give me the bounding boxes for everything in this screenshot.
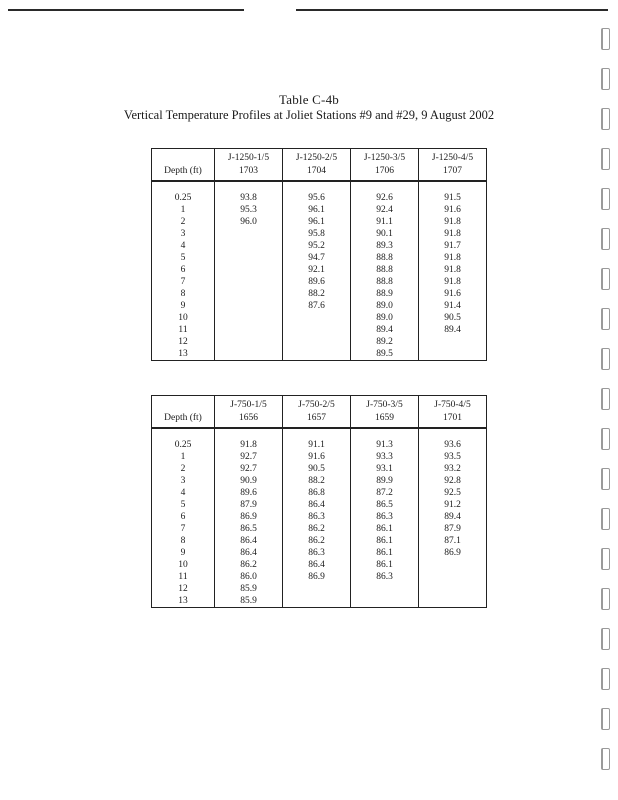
top-rule-left — [8, 9, 244, 11]
temperature-cell: 90.5 — [419, 312, 487, 324]
station-time: 1703 — [239, 165, 258, 176]
temperature-cell: 92.1 — [283, 264, 351, 276]
table-row — [152, 204, 487, 216]
temperature-cell: 86.4 — [283, 499, 351, 511]
spacer-cell — [152, 428, 215, 439]
binder-mark — [601, 188, 610, 210]
temperature-cell — [283, 336, 351, 348]
table-row — [152, 252, 487, 264]
depth-cell: 7 — [152, 276, 215, 288]
temperature-cell — [215, 276, 283, 288]
temperature-cell: 87.9 — [419, 523, 487, 535]
depth-cell: 12 — [152, 336, 215, 348]
temperature-cell: 91.6 — [283, 451, 351, 463]
binder-mark — [601, 668, 610, 690]
temperature-cell: 90.9 — [215, 475, 283, 487]
temperature-cell: 93.2 — [419, 463, 487, 475]
binder-mark — [601, 28, 610, 50]
temperature-cell — [419, 348, 487, 361]
station-column-header — [419, 396, 487, 429]
depth-cell: 1 — [152, 204, 215, 216]
temperature-cell: 91.1 — [351, 216, 419, 228]
table-row — [152, 312, 487, 324]
temperature-cell — [215, 348, 283, 361]
depth-cell: 9 — [152, 300, 215, 312]
spacer-cell — [215, 428, 283, 439]
station-column-header — [283, 396, 351, 429]
binder-mark — [601, 548, 610, 570]
station-column-header — [215, 149, 283, 182]
depth-column-header: Depth (ft) — [152, 149, 215, 182]
temperature-cell: 92.6 — [351, 192, 419, 204]
temperature-cell: 85.9 — [215, 595, 283, 608]
station-time: 1704 — [307, 165, 326, 176]
temperature-cell: 88.2 — [283, 288, 351, 300]
temperature-cell: 86.4 — [215, 547, 283, 559]
table-row — [152, 276, 487, 288]
temperature-cell — [215, 336, 283, 348]
temperature-cell: 95.6 — [283, 192, 351, 204]
temperature-cell: 89.9 — [351, 475, 419, 487]
temperature-cell: 89.6 — [283, 276, 351, 288]
binder-mark — [601, 588, 610, 610]
temperature-cell: 87.1 — [419, 535, 487, 547]
depth-cell: 13 — [152, 348, 215, 361]
temperature-cell: 96.0 — [215, 216, 283, 228]
temperature-cell: 89.0 — [351, 300, 419, 312]
temperature-cell: 93.1 — [351, 463, 419, 475]
temperature-cell: 86.9 — [419, 547, 487, 559]
temperature-cell — [351, 583, 419, 595]
spacer-cell — [283, 428, 351, 439]
temperature-cell: 91.6 — [419, 204, 487, 216]
temperature-cell: 86.3 — [283, 547, 351, 559]
table-row — [152, 511, 487, 523]
temperature-cell — [419, 583, 487, 595]
table-row — [152, 463, 487, 475]
temperature-cell: 91.8 — [419, 216, 487, 228]
station-time: 1656 — [239, 412, 258, 423]
binder-mark — [601, 348, 610, 370]
temperature-cell: 86.1 — [351, 535, 419, 547]
station-column-header — [283, 149, 351, 182]
temperature-cell: 89.3 — [351, 240, 419, 252]
temperature-table-station-29 — [151, 395, 487, 608]
binder-mark — [601, 508, 610, 530]
table-row — [152, 475, 487, 487]
temperature-cell: 91.8 — [215, 439, 283, 451]
temperature-cell: 91.1 — [283, 439, 351, 451]
spacer-cell — [351, 428, 419, 439]
station-time: 1701 — [443, 412, 462, 423]
depth-cell: 6 — [152, 264, 215, 276]
temperature-cell: 85.9 — [215, 583, 283, 595]
depth-cell: 8 — [152, 288, 215, 300]
temperature-cell: 87.2 — [351, 487, 419, 499]
temperature-cell: 92.5 — [419, 487, 487, 499]
binder-mark — [601, 708, 610, 730]
temperature-cell: 96.1 — [283, 216, 351, 228]
temperature-cell: 86.9 — [283, 571, 351, 583]
spacer-cell — [419, 181, 487, 192]
depth-cell: 12 — [152, 583, 215, 595]
header-row — [152, 396, 487, 429]
temperature-cell — [419, 559, 487, 571]
station-column-header — [351, 149, 419, 182]
station-time: 1659 — [375, 412, 394, 423]
top-rule-right — [296, 9, 608, 11]
station-time: 1707 — [443, 165, 462, 176]
station-time: 1657 — [307, 412, 326, 423]
header-row — [152, 149, 487, 182]
temperature-cell: 86.9 — [215, 511, 283, 523]
depth-cell: 5 — [152, 252, 215, 264]
binder-mark — [601, 428, 610, 450]
depth-cell: 7 — [152, 523, 215, 535]
temperature-cell: 86.4 — [215, 535, 283, 547]
temperature-cell — [215, 288, 283, 300]
temperature-cell: 86.0 — [215, 571, 283, 583]
table-row — [152, 535, 487, 547]
depth-column-header: Depth (ft) — [152, 396, 215, 429]
temperature-cell: 87.9 — [215, 499, 283, 511]
table-row — [152, 240, 487, 252]
temperature-cell: 86.8 — [283, 487, 351, 499]
table-row — [152, 348, 487, 361]
temperature-cell — [215, 252, 283, 264]
table-row — [152, 192, 487, 204]
table-row — [152, 571, 487, 583]
temperature-cell: 91.8 — [419, 276, 487, 288]
depth-cell: 4 — [152, 240, 215, 252]
temperature-cell: 91.3 — [351, 439, 419, 451]
temperature-cell: 88.9 — [351, 288, 419, 300]
binder-mark — [601, 308, 610, 330]
depth-cell: 3 — [152, 228, 215, 240]
temperature-cell: 86.2 — [283, 523, 351, 535]
depth-cell: 2 — [152, 463, 215, 475]
table-row — [152, 228, 487, 240]
binder-mark — [601, 628, 610, 650]
station-id: J-1250-1/5 — [227, 152, 270, 163]
temperature-cell: 89.6 — [215, 487, 283, 499]
temperature-cell: 91.8 — [419, 228, 487, 240]
station-time: 1706 — [375, 165, 394, 176]
temperature-cell: 91.2 — [419, 499, 487, 511]
temperature-cell: 93.5 — [419, 451, 487, 463]
temperature-cell: 93.8 — [215, 192, 283, 204]
temperature-cell: 92.8 — [419, 475, 487, 487]
temperature-cell — [215, 240, 283, 252]
temperature-cell: 86.3 — [351, 571, 419, 583]
binder-mark — [601, 748, 610, 770]
temperature-cell: 86.4 — [283, 559, 351, 571]
table-row — [152, 583, 487, 595]
table-row — [152, 439, 487, 451]
temperature-cell: 86.1 — [351, 547, 419, 559]
table-row — [152, 288, 487, 300]
depth-cell: 6 — [152, 511, 215, 523]
temperature-cell — [283, 583, 351, 595]
depth-cell: 0.25 — [152, 192, 215, 204]
temperature-cell — [215, 300, 283, 312]
station-id: J-750-1/5 — [230, 399, 267, 410]
temperature-cell — [419, 595, 487, 608]
temperature-cell — [419, 571, 487, 583]
station-id: J-1250-4/5 — [431, 152, 474, 163]
table-title: Table C-4b — [279, 92, 339, 107]
temperature-cell: 87.6 — [283, 300, 351, 312]
temperature-cell: 91.6 — [419, 288, 487, 300]
temperature-cell: 86.3 — [283, 511, 351, 523]
station-id: J-1250-3/5 — [363, 152, 406, 163]
station-column-header — [419, 149, 487, 182]
depth-cell: 3 — [152, 475, 215, 487]
table-row — [152, 300, 487, 312]
temperature-cell: 89.4 — [351, 324, 419, 336]
depth-cell: 10 — [152, 312, 215, 324]
station-id: J-750-3/5 — [366, 399, 403, 410]
depth-cell: 13 — [152, 595, 215, 608]
table-row — [152, 595, 487, 608]
table-row — [152, 523, 487, 535]
temperature-cell: 91.5 — [419, 192, 487, 204]
table-subtitle: Vertical Temperature Profiles at Joliet Stations #9 and #29, 9 August 2002 — [123, 108, 495, 122]
temperature-cell: 94.7 — [283, 252, 351, 264]
temperature-cell: 89.0 — [351, 312, 419, 324]
depth-cell: 5 — [152, 499, 215, 511]
table-row — [152, 451, 487, 463]
table-row — [152, 324, 487, 336]
table-row — [152, 336, 487, 348]
temperature-cell: 95.2 — [283, 240, 351, 252]
temperature-cell: 92.4 — [351, 204, 419, 216]
temperature-cell: 91.7 — [419, 240, 487, 252]
temperature-cell — [215, 264, 283, 276]
temperature-cell: 89.4 — [419, 511, 487, 523]
temperature-cell: 91.4 — [419, 300, 487, 312]
temperature-cell: 86.1 — [351, 523, 419, 535]
station-column-header — [351, 396, 419, 429]
temperature-cell — [283, 324, 351, 336]
temperature-cell: 91.8 — [419, 252, 487, 264]
temperature-cell: 88.2 — [283, 475, 351, 487]
temperature-cell: 88.8 — [351, 264, 419, 276]
binder-mark — [601, 468, 610, 490]
depth-cell: 2 — [152, 216, 215, 228]
temperature-cell: 92.7 — [215, 463, 283, 475]
temperature-cell — [283, 595, 351, 608]
temperature-cell: 91.8 — [419, 264, 487, 276]
temperature-cell: 86.3 — [351, 511, 419, 523]
temperature-cell: 86.2 — [283, 535, 351, 547]
temperature-cell: 95.8 — [283, 228, 351, 240]
temperature-cell: 86.2 — [215, 559, 283, 571]
depth-cell: 0.25 — [152, 439, 215, 451]
temperature-cell: 88.8 — [351, 276, 419, 288]
binder-margin-marks — [598, 20, 610, 790]
table-row — [152, 487, 487, 499]
temperature-cell: 89.4 — [419, 324, 487, 336]
table-row — [152, 547, 487, 559]
depth-cell: 10 — [152, 559, 215, 571]
depth-cell: 11 — [152, 324, 215, 336]
station-id: J-750-4/5 — [434, 399, 471, 410]
table-row — [152, 264, 487, 276]
temperature-cell — [215, 228, 283, 240]
spacer-cell — [152, 181, 215, 192]
depth-cell: 9 — [152, 547, 215, 559]
temperature-cell: 92.7 — [215, 451, 283, 463]
table-row — [152, 559, 487, 571]
temperature-cell: 86.1 — [351, 559, 419, 571]
binder-mark — [601, 388, 610, 410]
station-id: J-1250-2/5 — [295, 152, 338, 163]
station-column-header — [215, 396, 283, 429]
temperature-cell: 93.3 — [351, 451, 419, 463]
temperature-cell: 86.5 — [215, 523, 283, 535]
temperature-cell: 86.5 — [351, 499, 419, 511]
temperature-cell — [419, 336, 487, 348]
table-row — [152, 216, 487, 228]
temperature-cell: 93.6 — [419, 439, 487, 451]
temperature-cell — [215, 312, 283, 324]
temperature-cell: 89.5 — [351, 348, 419, 361]
temperature-cell — [351, 595, 419, 608]
depth-cell: 4 — [152, 487, 215, 499]
temperature-cell: 89.2 — [351, 336, 419, 348]
spacer-cell — [283, 181, 351, 192]
table-row — [152, 499, 487, 511]
temperature-cell: 90.5 — [283, 463, 351, 475]
binder-mark — [601, 268, 610, 290]
binder-mark — [601, 68, 610, 90]
depth-cell: 11 — [152, 571, 215, 583]
temperature-cell: 88.8 — [351, 252, 419, 264]
depth-cell: 1 — [152, 451, 215, 463]
spacer-cell — [215, 181, 283, 192]
temperature-cell — [283, 348, 351, 361]
station-id: J-750-2/5 — [298, 399, 335, 410]
temperature-cell: 90.1 — [351, 228, 419, 240]
depth-cell: 8 — [152, 535, 215, 547]
spacer-cell — [351, 181, 419, 192]
binder-mark — [601, 228, 610, 250]
binder-mark — [601, 148, 610, 170]
temperature-cell — [283, 312, 351, 324]
temperature-cell: 95.3 — [215, 204, 283, 216]
temperature-cell: 96.1 — [283, 204, 351, 216]
temperature-table-station-9 — [151, 148, 487, 361]
temperature-cell — [215, 324, 283, 336]
spacer-cell — [419, 428, 487, 439]
